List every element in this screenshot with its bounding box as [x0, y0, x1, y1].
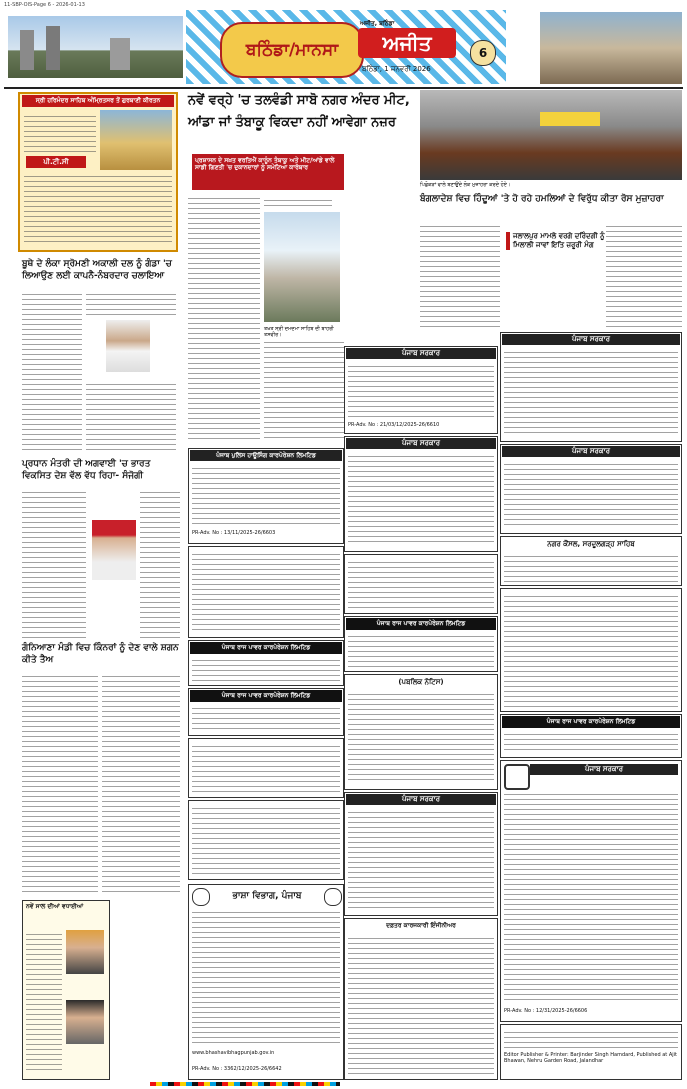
- department-logo-icon: [504, 764, 530, 790]
- paper-name: ਅਜੀਤ: [358, 28, 456, 58]
- bhasha-title: ਭਾਸ਼ਾ ਵਿਭਾਗ, ਪੰਜਾਬ: [232, 891, 302, 901]
- notice-misc-text: [192, 804, 340, 876]
- ad-schedule: [24, 172, 172, 246]
- masthead-left-photo: [8, 16, 183, 78]
- bhasha-text: [192, 908, 340, 1046]
- sarkar-right-text-4: [504, 790, 678, 1000]
- nagar-small-text: [348, 558, 494, 610]
- sarkar-text-2: [348, 452, 494, 546]
- lead-text-1: [188, 194, 260, 442]
- print-slug: 11-SBP-OIS-Page 6 - 2026-01-13: [4, 2, 85, 8]
- power-right-text: [504, 730, 678, 754]
- greetings-photo-2: [66, 1000, 104, 1044]
- sarkar-text-1: [348, 362, 494, 418]
- bhasha-website: www.bhashavibhagpunjab.gov.in: [192, 1050, 275, 1056]
- right-pullquote: ਜਲਾਲਪੁਰ ਮਾਮਲੇ ਵਰਗੇ ਦਰਿੰਦਗੀ ਨੂੰ ਮਿਲਾਲੀ ਜਾਵਾਂ ਇਤਿ ਜ਼ਰੂਰੀ ਮੰਗ: [506, 232, 609, 250]
- housing-pr: PR-Adv. No : 13/11/2025-26/6603: [192, 530, 276, 536]
- housing-text: [192, 464, 340, 524]
- story3-text: [22, 672, 98, 892]
- protest-caption: ਪਿਛੋਕੜਾਂ ਵਾਲੇ ਬਣਾਉਂਦੇ ਲੋਕ ਮੁਜ਼ਾਹਰਾ ਕਰਦੇ ਹੋਏ।: [420, 182, 511, 188]
- nagar-council-title: ਨਗਰ ਕੌਂਸਲ, ਸਰਦੂਲਗੜ੍ਹ ਸਾਹਿਬ: [547, 540, 635, 548]
- story1-headline: ਬੂਥੇ ਦੇ ਲੰਕਾ ਸ੍ਰੋਮਣੀ ਅਕਾਲੀ ਦਲ ਨੂੰ ਗੰਡਾ 'ਚ ਲਿਆਉਣ ਲਈ ਕਾਪਨੈ-ਨੰਬਰਦਾਰ ਚਲਾਇਆ: [22, 259, 172, 281]
- city-title: ਬਠਿੰਡਾ/ਮਾਨਸਾ: [220, 22, 364, 78]
- story2-text: [22, 488, 86, 638]
- sarkar-title-1: ਪੰਜਾਬ ਸਰਕਾਰ: [346, 348, 496, 359]
- takht-photo: [264, 212, 340, 322]
- story2-portrait: [92, 520, 136, 580]
- bhasha-pr: PR-Adv. No : 3362/12/2025-26/6642: [192, 1066, 282, 1072]
- sarkar-right-title-1: ਪੰਜਾਬ ਸਰਕਾਰ: [502, 334, 680, 345]
- right-headline: ਬੰਗਲਾਦੇਸ਼ ਵਿਚ ਹਿੰਦੂਆਂ 'ਤੇ ਹੋ ਰਹੇ ਹਮਲਿਆਂ ਦੇ ਵਿਰੁੱਧ ਕੀਤਾ ਰੋਸ ਮੁਜ਼ਾਹਰਾ: [420, 194, 664, 204]
- protest-photo: [420, 90, 682, 180]
- power-text-1: [192, 656, 340, 682]
- story1-text-c: [86, 380, 176, 450]
- protest-banner: [540, 112, 600, 126]
- ad-channel: ਪੀ.ਟੀ.ਸੀ: [26, 156, 86, 168]
- issue-date: ਬਠਿੰਡਾ, 1 ਜਨਵਰੀ 2026: [362, 65, 431, 73]
- lead-photo-caption: ਤਖ਼ਤ ਸ੍ਰੀ ਦਮਦਮਾ ਸਾਹਿਬ ਦੀ ਬਾਹਰੀ ਤਸਵੀਰ।: [264, 326, 334, 338]
- power-text-2: [192, 704, 340, 732]
- lead-text-3: [264, 338, 344, 438]
- masthead-tower: [46, 26, 60, 70]
- sarkar-right-pr: PR-Adv. No : 12/31/2025-26/6606: [504, 1008, 588, 1014]
- sarkar-right-text-1: [504, 348, 678, 436]
- story1-text-b: [86, 290, 176, 318]
- story2-headline: ਪ੍ਰਧਾਨ ਮੰਤਰੀ ਦੀ ਅਗਵਾਈ 'ਚ ਭਾਰਤ ਵਿਕਸਿਤ ਦੇਸ਼ ਵੱਲ ਵੱਧ ਰਿਹਾ- ਸੰਜੋਗੀ: [22, 459, 151, 481]
- public-notice-title: (ਪਬਲਿਕ ਨੋਟਿਸ): [398, 678, 444, 686]
- nagar-council-text: [504, 552, 678, 582]
- tender-text: [192, 742, 340, 794]
- story1-portrait: [106, 320, 150, 372]
- punjab-emblem-icon: [192, 888, 210, 906]
- imprint-text: [504, 1028, 678, 1048]
- lead-headline-2: ਆਂਡਾ ਜਾਂ ਤੰਬਾਕੂ ਵਿਕਦਾ ਨਹੀਂ ਆਵੇਗਾ ਨਜ਼ਰ: [188, 115, 396, 130]
- lead-text-2: [264, 196, 332, 210]
- lead-headline-1: ਨਵੇਂ ਵਰ੍ਹੇ 'ਚ ਤਲਵੰਡੀ ਸਾਬੋ ਨਗਰ ਅੰਦਰ ਮੀਟ,: [188, 93, 410, 108]
- power-text-3: [348, 632, 494, 668]
- bhasha-emblem-icon: [324, 888, 342, 906]
- sarkar-text-3: [192, 550, 340, 634]
- tender-office-title: ਦਫ਼ਤਰ ਕਾਰਜਕਾਰੀ ਇੰਜੀਨੀਅਰ: [386, 922, 456, 929]
- sarkar-title-2: ਪੰਜਾਬ ਸਰਕਾਰ: [346, 438, 496, 449]
- sarkar-right-text-2: [504, 460, 678, 528]
- imprint-publisher: Editor Publisher & Printer: Barjinder Singh Hamdard, Published at Ajit Bhawan, Nehru Garden Road, Jalandhar: [504, 1052, 677, 1064]
- story2-text-b: [140, 488, 180, 638]
- greetings-title: ਨਵੇਂ ਸਾਲ ਦੀਆਂ ਵਧਾਈਆਂ: [26, 903, 84, 910]
- right-text-2: [606, 222, 682, 330]
- color-registration-strip: [150, 1082, 340, 1086]
- sarkar-title-4: ਪੰਜਾਬ ਸਰਕਾਰ: [346, 794, 496, 805]
- ad-text: [24, 112, 96, 152]
- power-right-title: ਪੰਜਾਬ ਰਾਜ ਪਾਵਰ ਕਾਰਪੋਰੇਸ਼ਨ ਲਿਮਟਿਡ: [502, 716, 680, 728]
- golden-temple-photo: [100, 110, 172, 170]
- sarkar-right-title-4: ਪੰਜਾਬ ਸਰਕਾਰ: [530, 764, 678, 775]
- masthead-tower: [110, 38, 130, 70]
- public-notice-text: [348, 690, 494, 784]
- page-number: 6: [470, 40, 496, 66]
- power-title-1: ਪੰਜਾਬ ਰਾਜ ਪਾਵਰ ਕਾਰਪੋਰੇਸ਼ਨ ਲਿਮਟਿਡ: [190, 642, 342, 654]
- story3-text-b: [102, 672, 180, 892]
- ad-title: ਸ੍ਰੀ ਹਰਿਮੰਦਰ ਸਾਹਿਬ ਅੰਮ੍ਰਿਤਸਰ ਤੋਂ ਗੁਰਬਾਣੀ ਕੀਰਤਨ: [22, 95, 174, 107]
- right-text-1: [420, 222, 500, 330]
- greetings-text: [26, 930, 62, 1070]
- lead-subhead: ਪ੍ਰਸ਼ਾਸਨ ਦੇ ਸਖ਼ਤ ਵਰਤਿਐਂ ਕਾਨੂੰਨ ਤੰਬਾਕੂ ਅਤੇ ਮੀਟ/ਆਂਡੇ ਵਾਲੇ ਸਾਡੀ ਗਿਣਤੀ 'ਚ ਦੁਕਾਨਦਾਰਾਂ ਨੂੰ ਸਮੇਟਿਆ ਕਾਰੋਬਾਰ: [192, 154, 344, 190]
- sarkar-right-title-2: ਪੰਜਾਬ ਸਰਕਾਰ: [502, 446, 680, 457]
- power-title-2: ਪੰਜਾਬ ਰਾਜ ਪਾਵਰ ਕਾਰਪੋਰੇਸ਼ਨ ਲਿਮਟਿਡ: [190, 690, 342, 702]
- power-title-3: ਪੰਜਾਬ ਰਾਜ ਪਾਵਰ ਕਾਰਪੋਰੇਸ਼ਨ ਲਿਮਟਿਡ: [346, 618, 496, 630]
- paper-tag: ਅਜੀਤ, ਬਠਿੰਡਾ: [360, 20, 395, 27]
- masthead-rule: [4, 87, 683, 89]
- sarkar-right-text-3: [504, 592, 678, 708]
- masthead-tower: [20, 30, 34, 70]
- housing-title: ਪੰਜਾਬ ਪੁਲਿਸ ਹਾਊਸਿੰਗ ਕਾਰਪੋਰੇਸ਼ਨ ਲਿਮਟਿਡ: [190, 450, 342, 461]
- masthead-right-photo: [540, 12, 682, 84]
- sarkar-pr-1: PR-Adv. No : 21/03/12/2025-26/6610: [348, 422, 440, 428]
- greetings-photo-1: [66, 930, 104, 974]
- story1-text: [22, 290, 82, 450]
- story3-headline: ਗੰਨਿਆਣਾ ਮੰਡੀ ਵਿਚ ਕਿੰਨਰਾਂ ਨੂੰ ਦੇਣ ਵਾਲੇ ਸ਼ਗਨ ਕੀਤੇ ਤੈਅ: [22, 643, 179, 665]
- sarkar-text-4: [348, 808, 494, 908]
- tender-office-text: [348, 934, 494, 1074]
